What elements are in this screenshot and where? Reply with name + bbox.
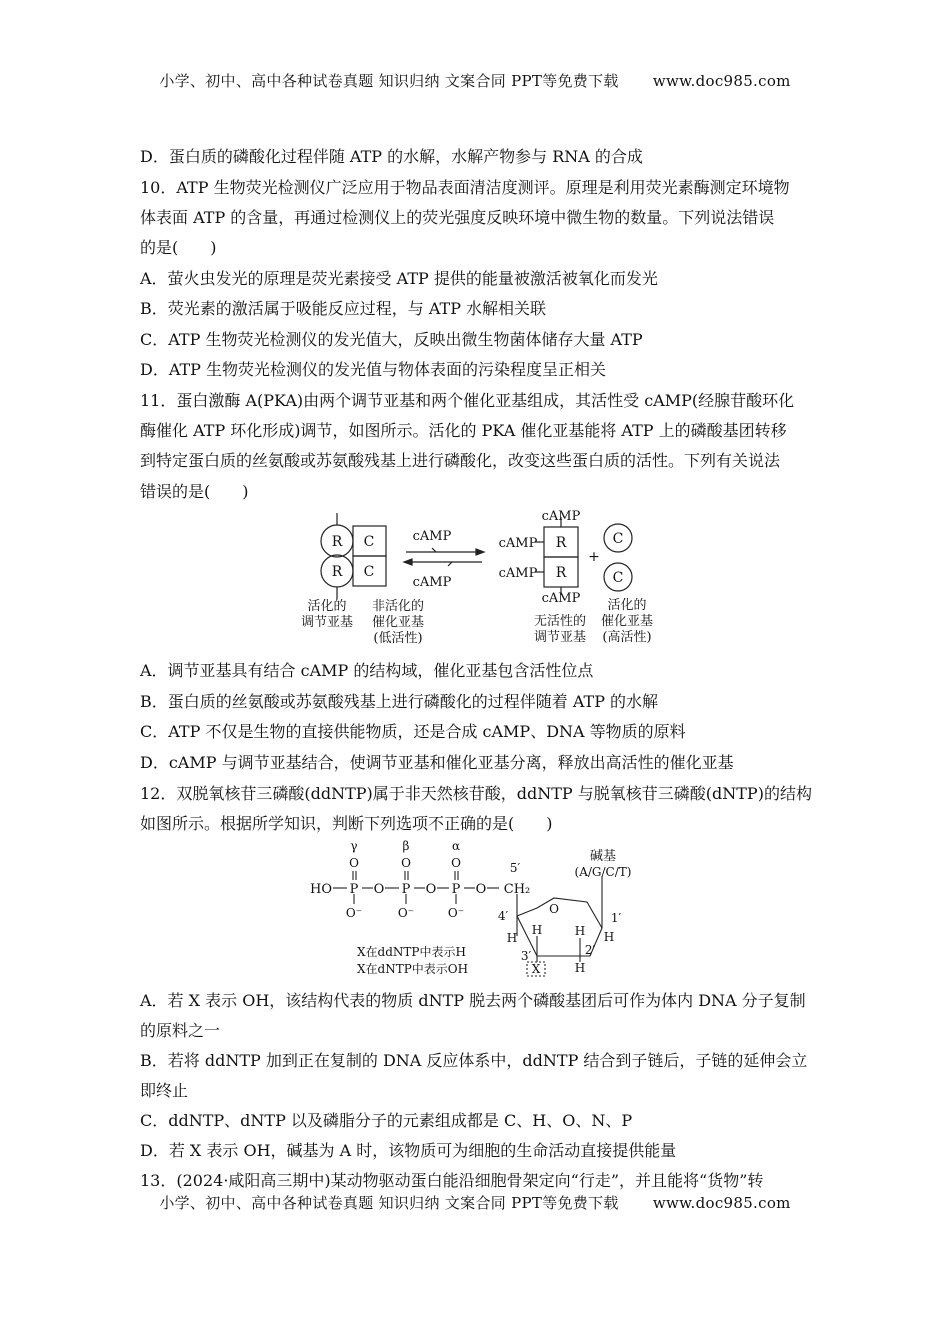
p-gamma: P [349,882,359,897]
five-prime-label: 5′ [509,861,521,875]
q11-stem-line-3: 到特定蛋白质的丝氨酸或苏氨酸残基上进行磷酸化，改变这些蛋白质的活性。下列有关说法 [140,451,781,470]
r-label-2: R [331,564,343,580]
ch2-label: CH₂ [503,882,531,897]
note-ddntp: X在ddNTP中表示H [357,945,466,959]
c-label-4: C [612,570,624,586]
c-label-1: C [363,534,375,550]
h-2prime-bottom: H [574,961,586,975]
q11-option-c: C．ATP 不仅是生物的直接供能物质，还是合成 cAMP、DNA 等物质的原料 [140,722,686,741]
three-prime-label: 3′ [520,949,532,963]
q11-stem-line-1: 11．蛋白激酶 A(PKA)由两个调节亚基和两个催化亚基组成，其活性受 cAMP(经腺苷酸环化 [140,391,795,410]
header-url[interactable]: www.doc985.com [652,72,791,90]
header-text: 小学、初中、高中各种试卷真题 知识归纳 文案合同 PPT等免费下载 [159,72,619,90]
camp-forward-label: cAMP [412,529,452,544]
q10-option-a: A．萤火虫发光的原理是荧光素接受 ATP 提供的能量被激活被氧化而发光 [140,269,658,288]
label-inactive-cat-1: 非活化的 [371,599,425,614]
label-active-reg-2: 调节亚基 [300,615,354,630]
h-3prime-top: H [531,923,543,937]
pka-diagram [290,505,660,648]
gamma-label: γ [350,839,358,853]
q12-option-b-line-1: B．若将 ddNTP 加到正在复制的 DNA 反应体系中，ddNTP 结合到子链后，子链的延伸会立 [140,1051,808,1070]
q10-option-b: B．荧光素的激活属于吸能反应过程，与 ATP 水解相关联 [140,299,547,318]
q13-stem-line-1: 13．(2024·咸阳高三期中)某动物驱动蛋白能沿细胞骨架定向“行走”，并且能将“货物”转 [140,1171,764,1190]
beta-label: β [402,839,410,853]
h-2prime-top: H [574,924,586,938]
four-prime-label: 4′ [497,909,509,923]
p-beta: P [401,882,411,897]
q10-option-d: D．ATP 生物荧光检测仪的发光值与物体表面的污染程度呈正相关 [140,360,607,379]
camp-mid1-label: cAMP [498,536,538,551]
q11-stem-line-2: 酶催化 ATP 环化形成)调节，如图所示。活化的 PKA 催化亚基能将 ATP 上的磷酸基团转移 [140,421,787,440]
r-label-1: R [331,534,343,550]
label-inactive-cat-3: (低活性) [373,631,423,646]
ntp-structure-diagram [305,838,655,978]
o-minus-beta: O⁻ [397,906,415,920]
page-footer [0,1192,950,1213]
plus-sign: + [588,549,600,565]
h-4prime: H [506,931,518,945]
camp-reverse-label: cAMP [412,575,452,590]
q12-option-b-line-2: 即终止 [140,1081,189,1100]
camp-bottom-label: cAMP [541,591,581,606]
ho-label: HO [310,882,332,897]
q11-option-a: A．调节亚基具有结合 cAMP 的结构域，催化亚基包含活性位点 [140,661,594,680]
q12-option-d: D．若 X 表示 OH，碱基为 A 时，该物质可为细胞的生命活动直接提供能量 [140,1141,677,1160]
label-active-cat-3: (高活性) [602,630,652,645]
label-inactive-cat-2: 催化亚基 [371,615,425,630]
label-inactive-reg-2: 调节亚基 [533,630,587,645]
note-dntp: X在dNTP中表示OH [357,962,469,976]
label-active-reg-1: 活化的 [307,599,347,614]
r-label-3: R [555,535,567,551]
two-prime-label: 2′ [584,943,596,957]
q12-option-c: C．ddNTP、dNTP 以及磷脂分子的元素组成都是 C、H、O、N、P [140,1111,633,1130]
camp-mid2-label: cAMP [498,566,538,581]
base-types-label: (A/G/C/T) [574,865,632,879]
base-label: 碱基 [589,849,617,864]
o-bridge-1: O [373,882,385,897]
r-label-4: R [555,565,567,581]
h-1prime: H [603,930,615,944]
o-bridge-3: O [475,882,487,897]
c-label-3: C [612,531,624,547]
q11-option-b: B．蛋白质的丝氨酸或苏氨酸残基上进行磷酸化的过程伴随着 ATP 的水解 [140,692,659,711]
label-active-cat-1: 活化的 [607,598,647,613]
q10-stem-line-2: 体表面 ATP 的含量，再通过检测仪上的荧光强度反映环境中微生物的数量。下列说法错误 [140,208,775,227]
label-active-cat-2: 催化亚基 [600,614,654,629]
o-alpha: O [451,856,461,870]
q12-option-a-line-1: A．若 X 表示 OH，该结构代表的物质 dNTP 脱去两个磷酸基团后可作为体内 DNA 分子复制 [140,991,806,1010]
camp-top-label: cAMP [541,509,581,524]
q10-stem-line-1: 10．ATP 生物荧光检测仪广泛应用于物品表面清洁度测评。原理是利用荧光素酶测定环境物 [140,178,790,197]
page-header [0,70,950,91]
p-alpha: P [451,882,461,897]
o-minus-alpha: O⁻ [447,906,465,920]
c-label-2: C [363,564,375,580]
o-beta: O [401,856,411,870]
q12-stem-line-1: 12．双脱氧核苷三磷酸(ddNTP)属于非天然核苷酸，ddNTP 与脱氧核苷三磷酸(dNTP)的结构 [140,784,812,803]
footer-text: 小学、初中、高中各种试卷真题 知识归纳 文案合同 PPT等免费下载 [159,1194,619,1212]
q11-stem-line-4: 错误的是( ) [140,482,249,501]
q9-option-d: D．蛋白质的磷酸化过程伴随 ATP 的水解，水解产物参与 RNA 的合成 [140,147,643,166]
q10-stem-line-3: 的是( ) [140,238,217,257]
q10-option-c: C．ATP 生物荧光检测仪的发光值大，反映出微生物菌体储存大量 ATP [140,330,643,349]
q12-stem-line-2: 如图所示。根据所学知识，判断下列选项不正确的是( ) [140,814,553,833]
one-prime-label: 1′ [610,911,622,925]
x-label: X [531,962,541,976]
footer-url[interactable]: www.doc985.com [652,1194,791,1212]
q11-option-d: D．cAMP 与调节亚基结合，使调节亚基和催化亚基分离，释放出高活性的催化亚基 [140,753,734,772]
o-bridge-2: O [425,882,437,897]
o-gamma: O [349,856,359,870]
q12-option-a-line-2: 的原料之一 [140,1021,221,1040]
label-inactive-reg-1: 无活性的 [533,614,587,629]
alpha-label: α [451,839,461,853]
o-minus-gamma: O⁻ [345,906,363,920]
ring-oxygen: O [549,902,559,916]
